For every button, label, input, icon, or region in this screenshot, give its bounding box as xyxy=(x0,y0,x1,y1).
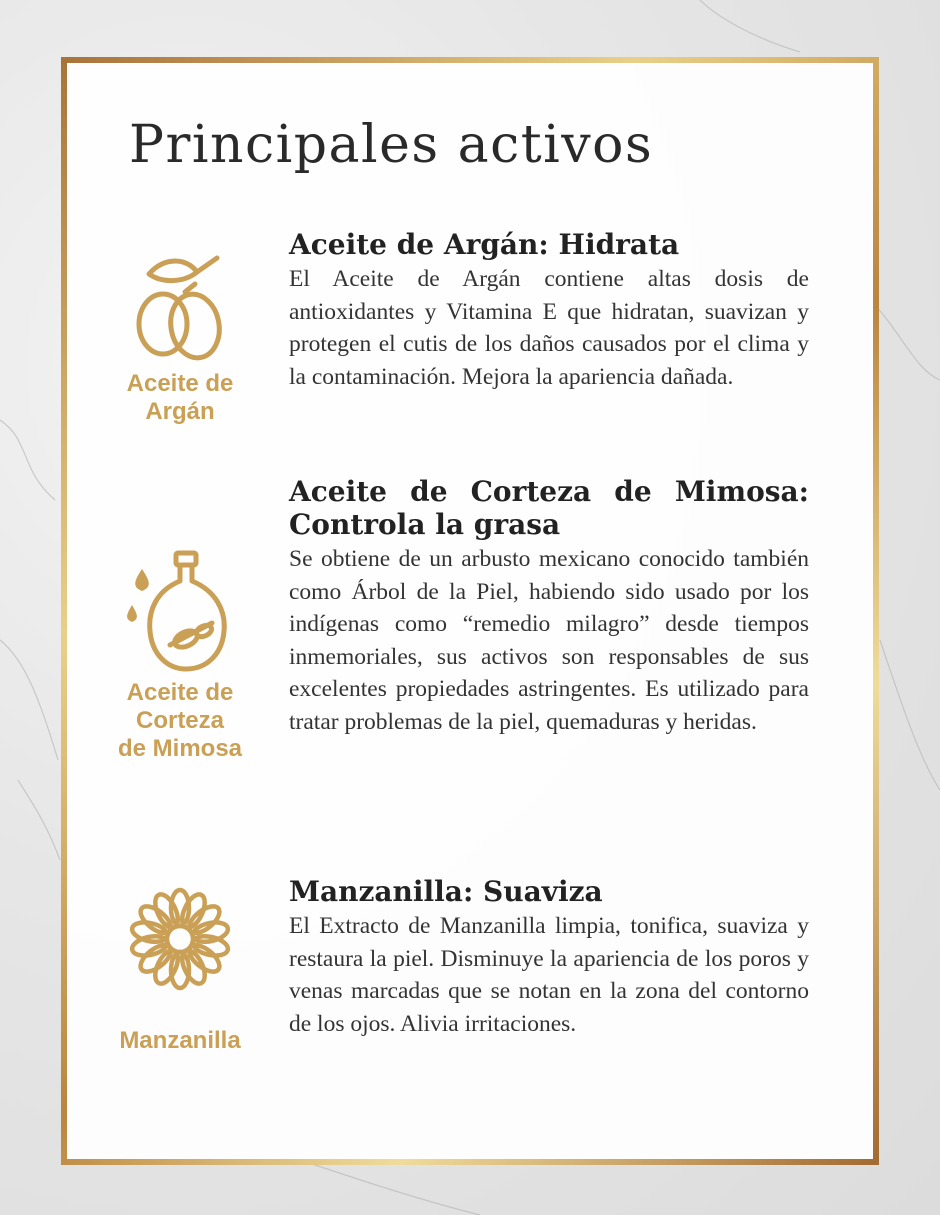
section-body: Se obtiene de un arbusto mexicano conocido también como Árbol de la Piel, habiendo sido usado por los indígenas como “remedio milagro” desde tiempos inmemoriales, sus activos son responsables de sus excelentes propiedades astringentes. Es utilizado para tratar problemas de la piel, quemaduras y heridas. xyxy=(289,546,809,735)
section-body: El Aceite de Argán contiene altas dosis de antioxidantes y Vitamina E que hidratan, suavizan y protegen el cutis de los daños causados por el clima y la contaminación. Mejora la apariencia dañada. xyxy=(289,266,809,390)
content-frame xyxy=(61,57,879,1165)
manzanilla-text xyxy=(289,875,809,1040)
section-body: El Extracto de Manzanilla limpia, tonifica, suaviza y restaura la piel. Disminuye la apariencia de los poros y venas marcadas que se notan en la zona del contorno de los ojos. Alivia irritaciones. xyxy=(289,913,809,1037)
mimosa-label: Aceite de Corteza de Mimosa xyxy=(117,679,243,762)
section-heading: Aceite de Corteza de Mimosa: Controla la grasa xyxy=(289,475,809,541)
page-title: Principales activos xyxy=(129,115,654,175)
argan-fruit-icon xyxy=(125,246,235,366)
manzanilla-label: Manzanilla xyxy=(119,1027,241,1054)
section-heading: Aceite de Argán: Hidrata xyxy=(289,228,680,261)
argan-icon-column xyxy=(90,246,270,426)
oil-bottle-icon xyxy=(120,547,240,675)
section-heading: Manzanilla: Suaviza xyxy=(289,875,603,908)
chamomile-flower-icon xyxy=(118,877,242,1001)
manzanilla-icon-column xyxy=(90,877,270,1055)
argan-text xyxy=(289,228,809,393)
mimosa-text xyxy=(289,475,809,738)
mimosa-icon-column xyxy=(90,547,270,763)
argan-label: Aceite de Argán xyxy=(126,370,234,425)
